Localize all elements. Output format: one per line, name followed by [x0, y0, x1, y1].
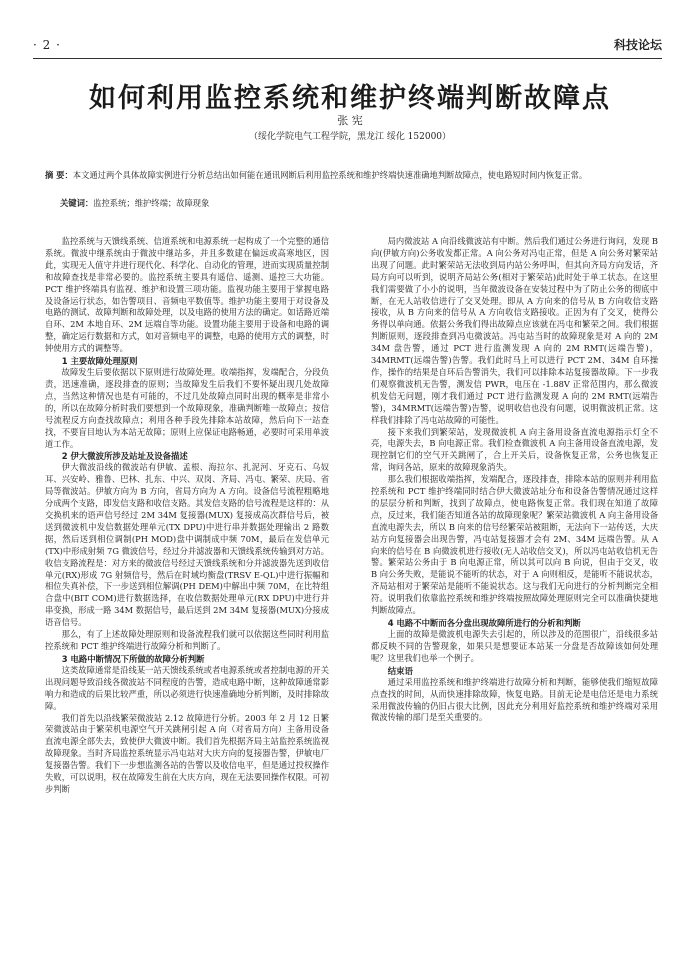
paragraph: 通过采用监控系统和维护终端进行故障分析和判断，能够使我们缩短故障点查找的时间，从而快速排除故障，恢复电路。目前无论是电信还是电力系统采用微波传输的仍旧占很大比例，因此充分利用好监控系统和维护终端对采用微波传输的部门是至关重要的。 [371, 676, 658, 723]
section-heading: 2 伊大微波所涉及站址及设备描述 [61, 451, 188, 462]
abstract-text: 本文通过两个具体故障实例进行分析总结出如何能在通讯网断后利用监控系统和维护终端快速准确地判断故障点，使电路短时间内恢复正常。 [72, 170, 588, 180]
paragraph: 伊大微波沿线的微波站有伊敏、孟根、海拉尔、扎泥河、牙克石、乌奴耳、兴安岭、雅鲁、巴林、扎东、中兴、双岗、齐局、冯屯、繁荣、庆局、省局等微波站。伊敏方向为 B 方向，省局方向为 A 方向。设备信号流程粗略地分成两个支路，即发信支路和收信支路。其发信支路的信号流程是这样的：从交换机来的语声信号经过 2M 34M 复接器(MUX) 复接成高次群信号后，被送到微波机中发信数据处理单元(TX DPU)中进行串并数据处理输出 2 路数据，然后送到相位调制(PH MOD)盘中调制成中频 70M，最后在发信单元(TX)中形成射频 7G 微波信号，经过分并滤波器和天馈线系统传输到对方站。收信支路流程是：对方来的微波信号经过天馈线系统和分并滤波器先送到收信单元(RX)形成 7G 射频信号，然后在时域均衡盘(TRSV E-QL)中进行振幅和相位失真补偿，下一步送到相位解调(PH DEM)中解出中频 70M，在比特组合盘中(BIT COM)进行数据选择，在收信数据处理单元(RX DPU)中进行并串变换，形成一路 34M 数据信号，最后送到 2M 34M 复接器(MUX)分接成语音信号。 [45, 462, 330, 628]
paragraph: 我们首先以沿线繁荣微波站 2.12 故障进行分析。2003 年 2 月 12 日繁荣微波站由于繁荣机电源空气开关跳闸引起 A 向（对省局方向）主备用设备直流电源全部失去，致使伊大微波中断。我们首先根据齐局主站监控系统监视故障现象。当时齐局监控系统显示冯屯站对大庆方向的复接器告警，伊敏电厂复接器告警。我们下一步想监测各站的告警以及收信电平，但是通过投权操作失败，可以说明，权在故障发生前在大庆方向，现在无法要回操作权限。可初步判断 [45, 712, 329, 794]
section-heading: 1 主要故障处理原则 [61, 356, 138, 367]
page-number: · 2 · [33, 38, 61, 52]
keywords-text: 监控系统；维护终端；故障现象 [93, 198, 210, 208]
author: 张 宪 [337, 114, 363, 127]
paper-title: 如何利用监控系统和维护终端判断故障点 [89, 83, 611, 114]
keywords [60, 197, 652, 209]
affiliation: （绥化学院电气工程学院，黑龙江 绥化 152000） [248, 132, 452, 142]
keywords-label: 关键词： [60, 198, 94, 208]
running-header [33, 36, 662, 59]
section-heading: 3 电路中断情况下所做的故障分析判断 [61, 653, 205, 664]
paragraph: 那么，有了上述故障处理原则和设备流程我们就可以依据这些同时利用监控系统和 PCT 维护终端进行故障分析和判断了。 [45, 629, 329, 651]
paragraph: 局内微波站 A 向沿线微波站有中断。然后我们通过公务进行询问，发现 B 向(伊敏方向)公务收发都正常。A 向公务对冯屯正常，但是 A 向公务对繁荣站出现了问题。此时繁荣站无法收到局内站公务呼叫，但其向齐局方向发话，齐局方向可以听到，说明齐局站公务(相对于繁荣站)此时处于单工状态。在这里我们需要做了小小的说明，当年微波设备在安装过程中为了防止公务的彻底中断，在无人站收信进行了交叉处理。即从 A 方向来的信号从 B 方向收信支路接收，从 B 方向来的信号从 A 方向收信支路接收。正因为有了交叉，使得公务得以单向通。依据公务我们得出故障点应该就在冯屯和繁荣之间。我们根据判断原则，逐段排查到冯屯微波站。冯屯站当时的故障现象是对 A 向的 2M 34M 盘告警，通过 PCT 进行监测发现 A 向的 2M RMT(远端告警)，34MRMT(远端告警)告警。我们此时马上可以进行 PCT 2M、34M 自环操作，操作的结果是自环后告警消失，我们可以排除本站复接器故障。下一步我们观察微波机无告警，测发信 PWR，电压在 -1.88V 正常范围内，那么微波机发信无问题，刚才我们通过 PCT 进行监测发现 A 向的 2M RMT(远端告警)，34MRMT(远端告警)告警，说明收信也没有问题，说明微波机正常。这样我们排除了冯屯站故障的可能性。 [371, 236, 658, 425]
journal-name: 科技论坛 [613, 38, 662, 52]
right-column [371, 236, 658, 724]
paragraph: 接下来我们到繁荣站，发现微波机 A 向主备用设备直流电源指示灯全不亮，电源失去，B 向电源正常。我们检查微波机 A 向主备用设备直流电源，发现控制它们的空气开关跳闸了，合上开关后，设备恢复正常，公务也恢复正常，询问各站，原来的故障现象消失。 [371, 426, 658, 473]
paragraph: 上面的故障是微波机电源失去引起的，所以涉及的范围很广，沿线很多站都反映不同的告警现象，如果只是想要证本站某一分盘是否故障该如何处理呢？这里我们也举一个例子。 [371, 629, 658, 663]
paragraph: 故障发生后要依据以下原则进行故障处理。收端指挥，发端配合，分段负责，迅速准确，逐段排查的原则；当故障发生后我们不要怀疑出现几处故障点，当然这种情况也是有可能的，不过几处故障点同时出现的概率是非常小的，所以在故障分析时我们要想到一个故障现象，准确判断唯一故障点；按信号流程反方向查找故障点；利用各种手段先排除本站故障，然后向下一站查找，不要盲目地认为本站无故障；原则上应保证电路畅通，必要时可采用单波道工作。 [45, 367, 329, 449]
paragraph: 这类故障通常是沿线某一站天馈线系统或者电源系统或者控制电源的开关出现问题导致沿线各微波站不同程度的告警，造成电路中断，这种故障通常影响力和造成的后果比较严重，所以必须进行快速准确地分析判断，及时排除故障。 [45, 664, 329, 711]
paragraph: 监控系统与天馈线系统、信道系统和电源系统一起构成了一个完整的通信系统。微波中继系统由于微波中继站多，并且多数建在偏远或高寒地区，因此，实现无人值守并进行现代化、科学化、自动化的管理，进而实现质量控制和故障查找是非常必要的。监控系统主要具有遥信、遥测、遥控三大功能。PCT 维护终端具有监视、维护和设置三项功能。监视功能主要用于掌握电路及设备运行状态，如告警项目、音频电平数值等。维护功能主要用于对设备及电路的测试、故障判断和故障处理，以及电路的使用方法的确定。如话路近端自环、2M 本地自环、2M 远端自等功能。设置功能主要用于设备和电路的调整，确定运行数据和方式，如对音频电平的调整，电路的使用方式的调整，时钟使用方式的调整等。 [45, 236, 329, 354]
abstract [45, 168, 652, 182]
section-heading: 结束语 [387, 665, 413, 676]
abstract-label: 摘 要： [45, 170, 73, 180]
section-heading: 4 电路不中断而各分盘出现故障所进行的分析和判断 [387, 618, 581, 628]
paragraph: 那么我们根据收端指挥，发端配合，逐段排查，排除本站的原则并利用监控系统和 PCT 维护终端同时结合伊大微波站址分布和设备告警情况通过这样的层层分析和判断，找到了故障点，使电路恢复正常。我们现在知道了故障点，反过来，我们能否知道各站的故障现象呢？繁荣站微波机 A 向主备用设备直流电源失去，所以 B 向来的信号经繁荣站被阻断，无法向下一站传送，大庆站方向复接器会出现告警，冯屯站复接器才会有 2M、34M 远端告警。从 A 向来的信号在 B 向微波机进行接收(无人站收信交叉)，所以冯屯站收信机无告警。繁荣站公务由于 B 向电源正常，所以其可以向 B 向说，但由于交叉，收 B 向公务失败，是能说不能听的状态，对于 A 向则相反，是能听不能说状态，齐局站相对于繁荣站是能听不能说状态。这与我们无向进行的分析判断完全相符。说明我们依靠监控系统和维护终端按照故障处理原则完全可以准确快捷地判断故障点。 [371, 474, 658, 616]
left-column [45, 236, 329, 796]
